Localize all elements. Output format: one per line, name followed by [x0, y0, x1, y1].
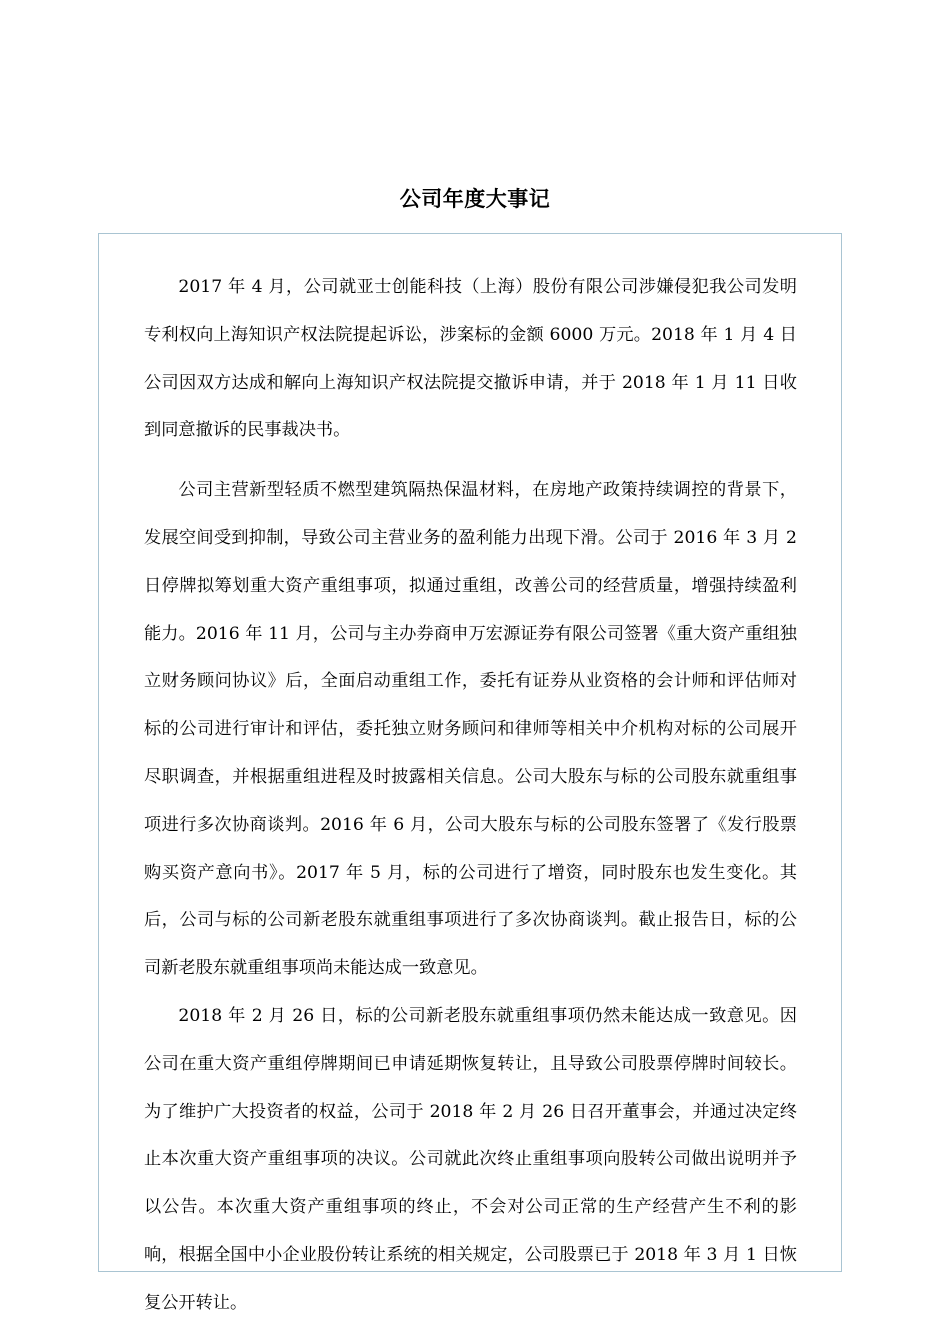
event-paragraph-termination: 2018 年 2 月 26 日，标的公司新老股东就重组事项仍然未能达成一致意见。因公司在重大资产重组停牌期间已申请延期恢复转让，且导致公司股票停牌时间较长。为了维护广大投资者的权益，公司于 2018 年 2 月 26 日召开董事会，并通过决定终止本次重大资产重组事项的决议。公司就此次终止重组事项向股转公司做出说明并予以公告。本次重大资产重组事项的终止，不会对公司正常的生产经营产生不利的影响，根据全国中小企业股份转让系统的相关规定，公司股票已于 2018 年 3 月 1 日恢复公开转让。	[144, 1005, 797, 1313]
page-title: 公司年度大事记	[399, 187, 551, 211]
events-box	[98, 233, 842, 1313]
event-paragraph-restructuring: 公司主营新型轻质不燃型建筑隔热保温材料，在房地产政策持续调控的背景下，发展空间受到抑制，导致公司主营业务的盈利能力出现下滑。公司于 2016 年 3 月 2 日停牌拟筹划重大资产重组事项，拟通过重组，改善公司的经营质量，增强持续盈利能力。2016 年 11 月，公司与主办券商申万宏源证券有限公司签署《重大资产重组独立财务顾问协议》后，全面启动重组工作，委托有证券从业资格的会计师和评估师对标的公司进行审计和评估，委托独立财务顾问和律师等相关中介机构对标的公司展开尽职调查，并根据重组进程及时披露相关信息。公司大股东与标的公司股东就重组事项进行多次协商谈判。2016 年 6 月，公司大股东与标的公司股东签署了《发行股票购买资产意向书》。2017 年 5 月，标的公司进行了增资，同时股东也发生变化。其后，公司与标的公司新老股东就重组事项进行了多次协商谈判。截止报告日，标的公司新老股东就重组事项尚未能达成一致意见。	[144, 480, 797, 979]
event-paragraph-litigation: 2017 年 4 月，公司就亚士创能科技（上海）股份有限公司涉嫌侵犯我公司发明专利权向上海知识产权法院提起诉讼，涉案标的金额 6000 万元。2018 年 1 月 4 日公司因双方达成和解向上海知识产权法院提交撤诉申请，并于 2018 年 1 月 11 日收到同意撤诉的民事裁决书。	[144, 277, 797, 441]
